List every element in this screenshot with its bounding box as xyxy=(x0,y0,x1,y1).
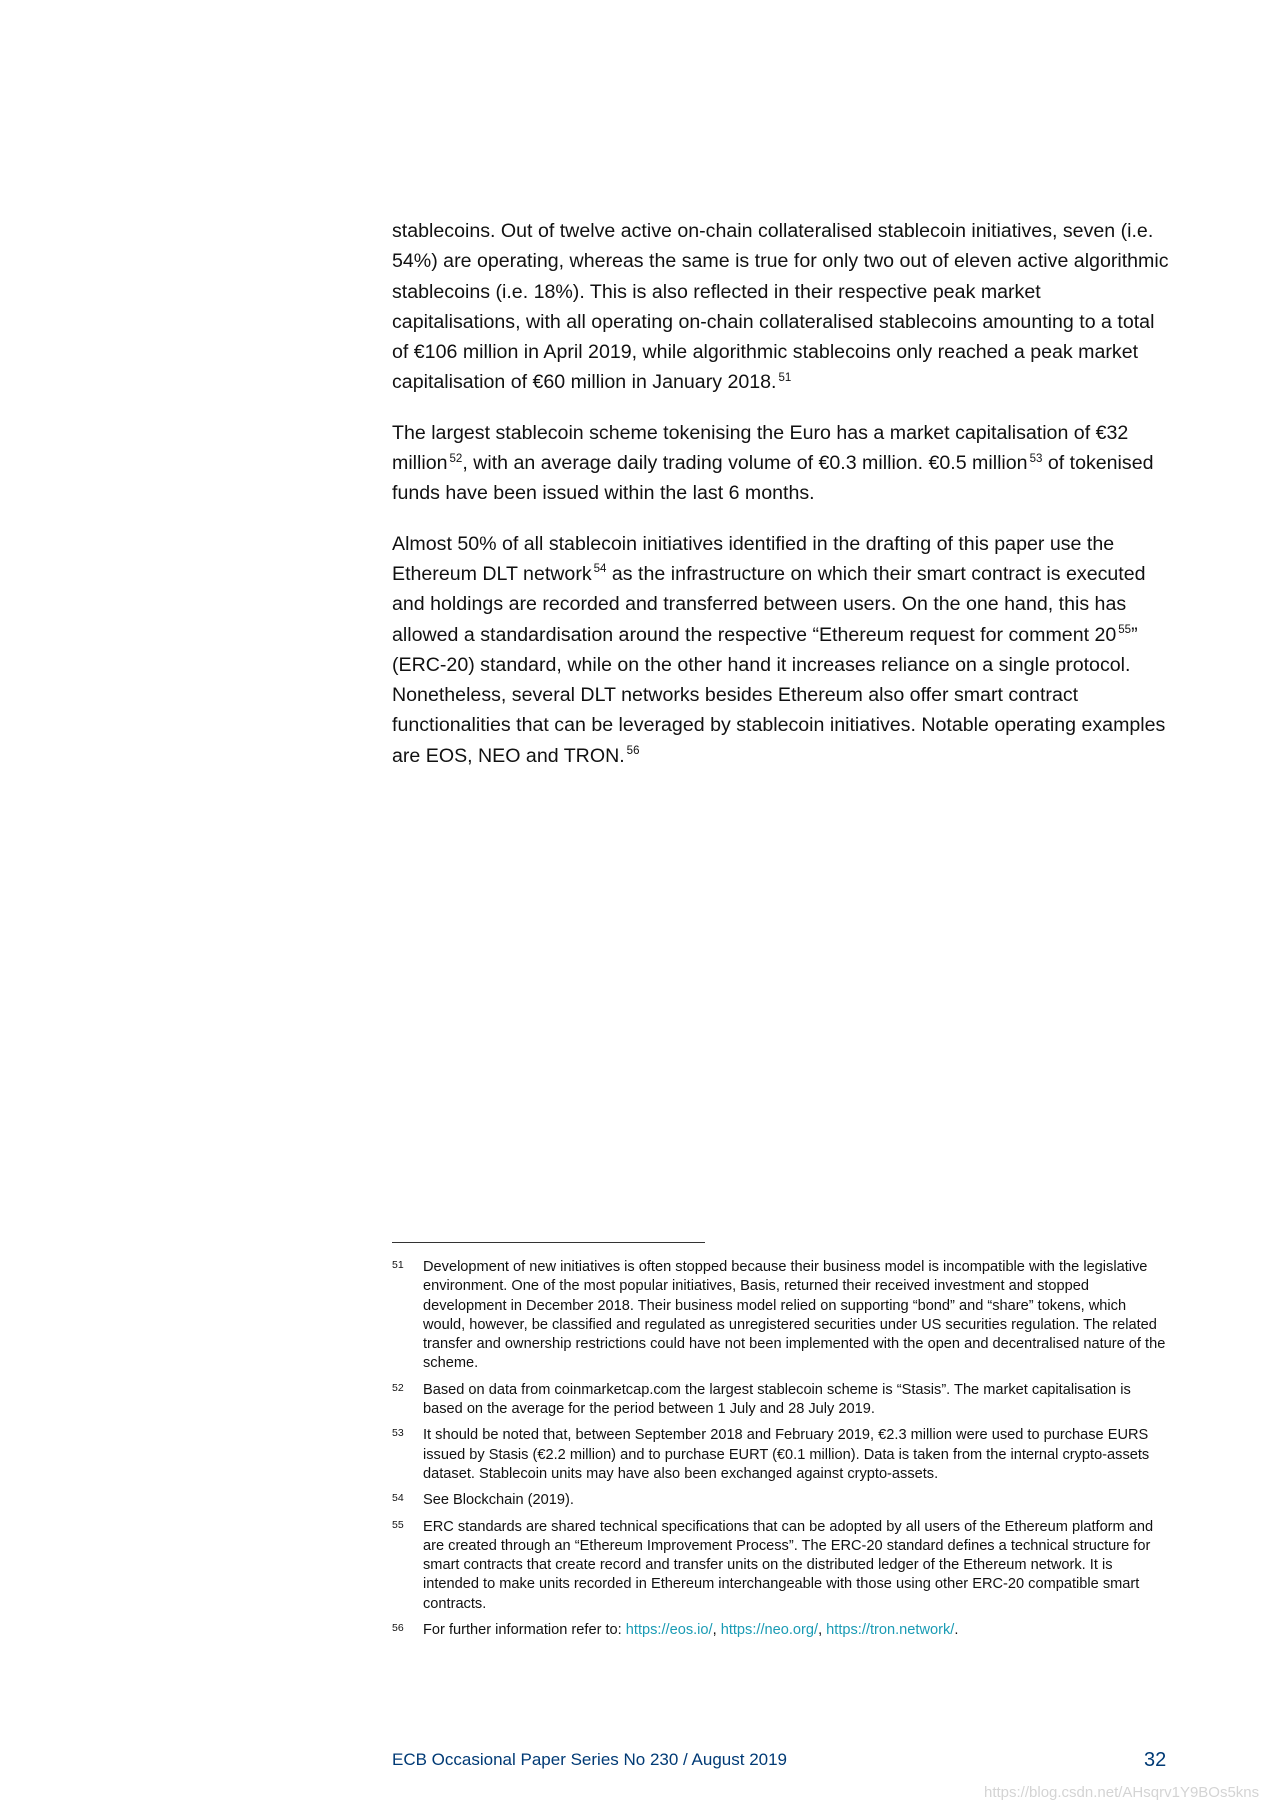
footnote-reference[interactable]: 56 xyxy=(626,745,640,758)
footnote-number: 53 xyxy=(392,1427,404,1440)
footnote-number: 54 xyxy=(392,1492,404,1505)
footer-series-title: ECB Occasional Paper Series No 230 / August 2019 xyxy=(392,1750,788,1769)
text-run: Based on data from coinmarketcap.com the largest stablecoin scheme is “Stasis”. The market capitalisation is based on the average for the period between 1 July and 28 July 2019. xyxy=(423,1381,1131,1418)
text-run: , xyxy=(712,1622,721,1639)
footnote-item xyxy=(392,1621,1172,1640)
footnote-reference[interactable]: 52 xyxy=(449,452,463,465)
footnote-link[interactable]: https://eos.io/ xyxy=(625,1622,713,1639)
footnote-divider xyxy=(392,1242,705,1243)
text-run: ERC standards are shared technical specifications that can be adopted by all users of the Ethereum platform and are created through an “Ethereum Improvement Process”. The ERC-20 standard defines a technical structure for smart contracts that create record and transfer units on the distributed ledger of the Ethereum network. It is intended to make units recorded in Ethereum interchangeable with those using other ERC-20 compatible smart contracts. xyxy=(423,1518,1154,1612)
text-run: It should be noted that, between September 2018 and February 2019, €2.3 million were used to purchase EURS issued by Stasis (€2.2 million) and to purchase EURT (€0.1 million). Data is taken from the internal crypto-assets dataset. Stablecoin units may have also been exchanged against crypto-assets. xyxy=(423,1427,1150,1482)
footnote-reference[interactable]: 54 xyxy=(593,563,607,576)
footnote-reference[interactable]: 51 xyxy=(778,371,792,384)
footnote-text xyxy=(423,1381,1172,1420)
text-run: For further information refer to: xyxy=(423,1622,626,1639)
footnote-item xyxy=(392,1381,1172,1420)
text-run: Almost 50% of all stablecoin initiatives identified in the drafting of this paper use the Ethereum DLT network xyxy=(392,532,1115,585)
footnote-number: 55 xyxy=(392,1518,404,1531)
footnote-item xyxy=(392,1518,1172,1614)
footnote-item xyxy=(392,1491,1172,1510)
footnote-text xyxy=(423,1258,1172,1374)
body-paragraph xyxy=(392,216,1170,398)
footnote-text xyxy=(423,1491,1172,1510)
text-run: , with an average daily trading volume of €0.3 million. €0.5 million xyxy=(462,452,1028,475)
text-run: of tokenised funds have been issued within the last 6 months. xyxy=(392,452,1154,505)
watermark-url: https://blog.csdn.net/AHsqrv1Y9BOs5kns xyxy=(984,1784,1260,1801)
footnote-reference[interactable]: 55 xyxy=(1118,624,1132,637)
text-run: Development of new initiatives is often stopped because their business model is incompatible with the legislative environment. One of the most popular initiatives, Basis, returned their received investment and stopped development in December 2018. Their business model relied on supporting “bond” and “share” tokens, which would, however, be classified and regulated as unregistered securities under US securities regulation. The related transfer and ownership restrictions could have not been implemented with the open and decentralised nature of the scheme. xyxy=(423,1259,1166,1372)
footnote-number: 52 xyxy=(392,1381,404,1394)
text-run: stablecoins. Out of twelve active on-chain collateralised stablecoin initiatives, seven (i.e. 54%) are operating, whereas the same is true for only two out of eleven active algorithmic stablecoins (i.e. 18%). This is also reflected in their respective peak market capitalisations, with all operating on-chain collateralised stablecoins amounting to a total of €106 million in April 2019, while algorithmic stablecoins only reached a peak market capitalisation of €60 million in January 2018. xyxy=(392,220,1169,394)
body-text xyxy=(392,216,1170,791)
footnote-text xyxy=(423,1426,1172,1484)
text-run: . xyxy=(954,1622,959,1639)
text-run: The largest stablecoin scheme tokenising the Euro has a market capitalisation of €32 million xyxy=(392,421,1129,475)
footnote-item xyxy=(392,1258,1172,1374)
footnote-number: 56 xyxy=(392,1622,404,1635)
body-paragraph xyxy=(392,529,1170,771)
footnote-text xyxy=(423,1621,1172,1640)
footnote-reference[interactable]: 53 xyxy=(1029,452,1043,465)
footnotes-section xyxy=(392,1258,1172,1647)
text-run: as the infrastructure on which their smart contract is executed and holdings are recorded and transferred between users. On the one hand, this has allowed a standardisation around the respective “Ethereum request for comment 20 xyxy=(392,562,1146,646)
body-paragraph xyxy=(392,418,1170,509)
text-run: , xyxy=(818,1622,827,1639)
footnote-link[interactable]: https://neo.org/ xyxy=(720,1622,819,1639)
footnote-text xyxy=(423,1518,1172,1614)
footnote-link[interactable]: https://tron.network/ xyxy=(826,1622,955,1639)
text-run: ” (ERC-20) standard, while on the other hand it increases reliance on a single protocol. Nonetheless, several DLT networks besides Ethereum also offer smart contract functionalities that can be leveraged by stablecoin initiatives. Notable operating examples are EOS, NEO and TRON. xyxy=(392,623,1166,767)
footnote-item xyxy=(392,1426,1172,1484)
footnote-number: 51 xyxy=(392,1259,404,1271)
page-number: 32 xyxy=(1144,1749,1167,1771)
text-run: See Blockchain (2019). xyxy=(423,1492,574,1509)
